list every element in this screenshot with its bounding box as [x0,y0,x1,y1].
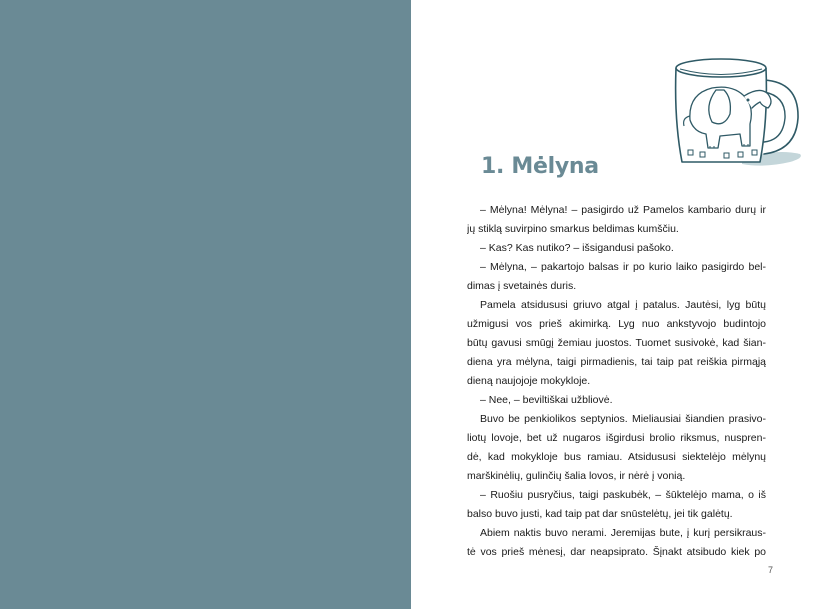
text-line: – Mėlyna! Mėlyna! – pasigirdo už Pamelos kambario durų ir [480,204,766,216]
text-line: Abiem naktis buvo nerami. Jeremijas bute, į kurį persikraus- [480,527,766,539]
text-line: diena yra mėlyna, taigi pirmadienis, tai taip pat reiškia pirmąją [467,356,766,368]
elephant-mug-icon [664,50,806,175]
text-line: užmigusi vos prieš akimirką. Lyg nuo ankstyvojo budintojo [467,318,766,330]
text-line: liotų lovoje, bet už nugaros išgirdusi brolio riksmus, nuspren- [467,432,766,444]
text-line: Buvo be penkiolikos septynios. Mieliausiai šiandien prasivo- [480,413,766,425]
elephant-ear [709,90,731,124]
text-line: dimas į svetainės duris. [467,280,577,292]
text-line: jų stiklą suvirpino smarkus beldimas kumščiu. [467,223,679,235]
text-line: – Mėlyna, – pakartojo balsas ir po kurio laiko pasigirdo bel- [480,261,766,273]
text-line: balso buvo justi, kad taip pat dar snūstelėtų, jei tik galėtų. [467,508,733,520]
text-line: Pamela atsidususi griuvo atgal į patalus. Jautėsi, lyg būtų [480,299,766,311]
text-line: marškinėlių, gulinčių šalia lovos, ir nėrė į vonią. [467,470,686,482]
text-line: – Kas? Kas nutiko? – išsigandusi pašoko. [480,242,674,254]
text-line: tė vos prieš mėnesį, dar neapsiprato. Šįnakt atsibudo kiek po [467,546,766,558]
text-line: dieną naujojoje mokykloje. [467,375,591,387]
page-number: 7 [768,565,774,575]
text-line: – Ruošiu pusryčius, taigi paskubėk, – šūktelėjo mama, o iš [480,489,766,501]
elephant-eye [747,99,750,102]
chapter-body-text [467,201,766,562]
text-line: dė, kad mokykloje bus ramiau. Atsidususi siektelėjo mėlynų [467,451,766,463]
text-line: būtų gavusi smūgį žemiau juostos. Tuomet susivokė, kad šian- [467,337,766,349]
chapter-title: 1. Mėlyna [481,154,599,179]
text-line: – Nee, – beviltiškai užbliovė. [480,394,613,406]
chapter-illustration [664,50,806,175]
mug-handle [764,80,798,154]
